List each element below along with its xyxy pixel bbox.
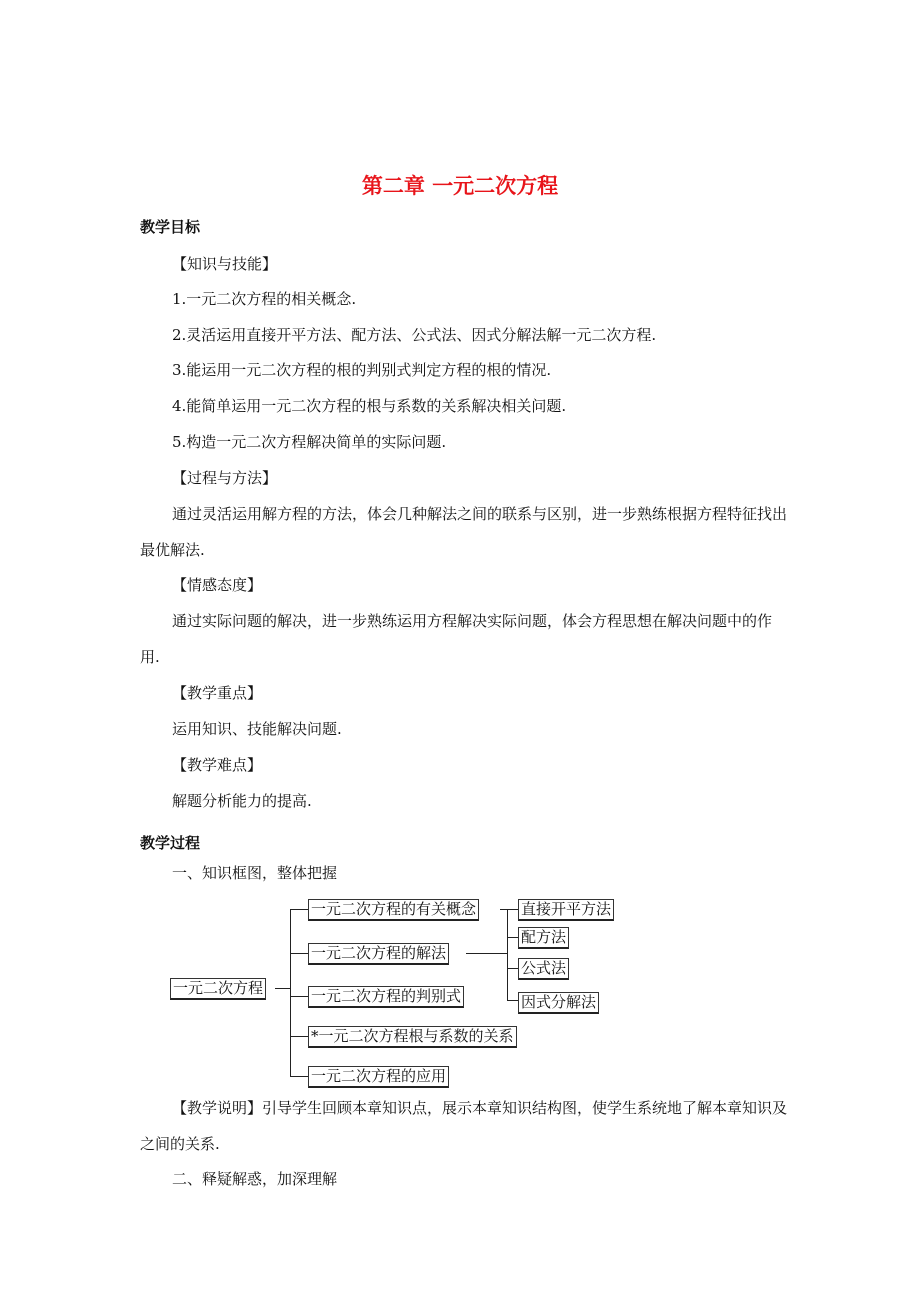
connector-line bbox=[500, 909, 518, 910]
difficulty-heading: 【教学难点】 bbox=[172, 756, 263, 774]
diagram-branch-solutions: 一元二次方程的解法 bbox=[308, 943, 449, 965]
diagram-method-square-root: 直接开平方法 bbox=[518, 899, 614, 921]
connector-line bbox=[507, 937, 518, 938]
diagram-method-formula: 公式法 bbox=[518, 958, 569, 980]
diagram-root-box: 一元二次方程 bbox=[170, 978, 266, 1000]
page-title: 第二章 一元二次方程 bbox=[361, 174, 559, 198]
process-method-heading: 【过程与方法】 bbox=[172, 469, 278, 487]
connector-line bbox=[507, 968, 518, 969]
process-method-text: 通过灵活运用解方程的方法，体会几种解法之间的联系与区别，进一步熟练根据方程特征找出最优解法. bbox=[140, 505, 788, 559]
connector-line bbox=[466, 953, 507, 954]
key-point-text: 运用知识、技能解决问题. bbox=[172, 720, 342, 738]
knowledge-heading: 【知识与技能】 bbox=[172, 255, 278, 273]
diagram-method-factoring: 因式分解法 bbox=[518, 992, 599, 1014]
diagram-branch-roots-coefficients: *一元二次方程根与系数的关系 bbox=[308, 1026, 517, 1048]
connector-line bbox=[290, 1036, 308, 1037]
connector-line bbox=[507, 909, 508, 1001]
emotion-heading: 【情感态度】 bbox=[172, 576, 263, 594]
connector-line bbox=[275, 988, 290, 989]
knowledge-item: 5.构造一元二次方程解决简单的实际问题. bbox=[172, 433, 447, 451]
teaching-process-heading: 教学过程 bbox=[140, 834, 201, 852]
diagram-branch-discriminant: 一元二次方程的判别式 bbox=[308, 986, 464, 1008]
teaching-note: 【教学说明】引导学生回顾本章知识点，展示本章知识结构图，使学生系统地了解本章知识及之间的关系. bbox=[140, 1099, 788, 1153]
connector-line bbox=[290, 996, 308, 997]
objectives-heading: 教学目标 bbox=[140, 218, 201, 236]
connector-line bbox=[290, 909, 308, 910]
step-one-heading: 一、知识框图，整体把握 bbox=[172, 864, 338, 882]
connector-line bbox=[507, 1000, 518, 1001]
diagram-branch-concepts: 一元二次方程的有关概念 bbox=[308, 899, 479, 921]
diagram-method-completing-square: 配方法 bbox=[518, 927, 569, 949]
knowledge-item: 1.一元二次方程的相关概念. bbox=[172, 290, 357, 308]
knowledge-item: 2.灵活运用直接开平方法、配方法、公式法、因式分解法解一元二次方程. bbox=[172, 326, 657, 344]
diagram-branch-applications: 一元二次方程的应用 bbox=[308, 1066, 449, 1088]
key-point-heading: 【教学重点】 bbox=[172, 684, 263, 702]
connector-line bbox=[290, 909, 291, 1077]
connector-line bbox=[290, 953, 308, 954]
knowledge-item: 4.能简单运用一元二次方程的根与系数的关系解决相关问题. bbox=[172, 397, 567, 415]
connector-line bbox=[290, 1076, 308, 1077]
emotion-text: 通过实际问题的解决，进一步熟练运用方程解决实际问题，体会方程思想在解决问题中的作用. bbox=[140, 612, 773, 666]
step-two-heading: 二、释疑解惑，加深理解 bbox=[172, 1170, 338, 1188]
difficulty-text: 解题分析能力的提高. bbox=[172, 792, 312, 810]
knowledge-item: 3.能运用一元二次方程的根的判别式判定方程的根的情况. bbox=[172, 361, 552, 379]
